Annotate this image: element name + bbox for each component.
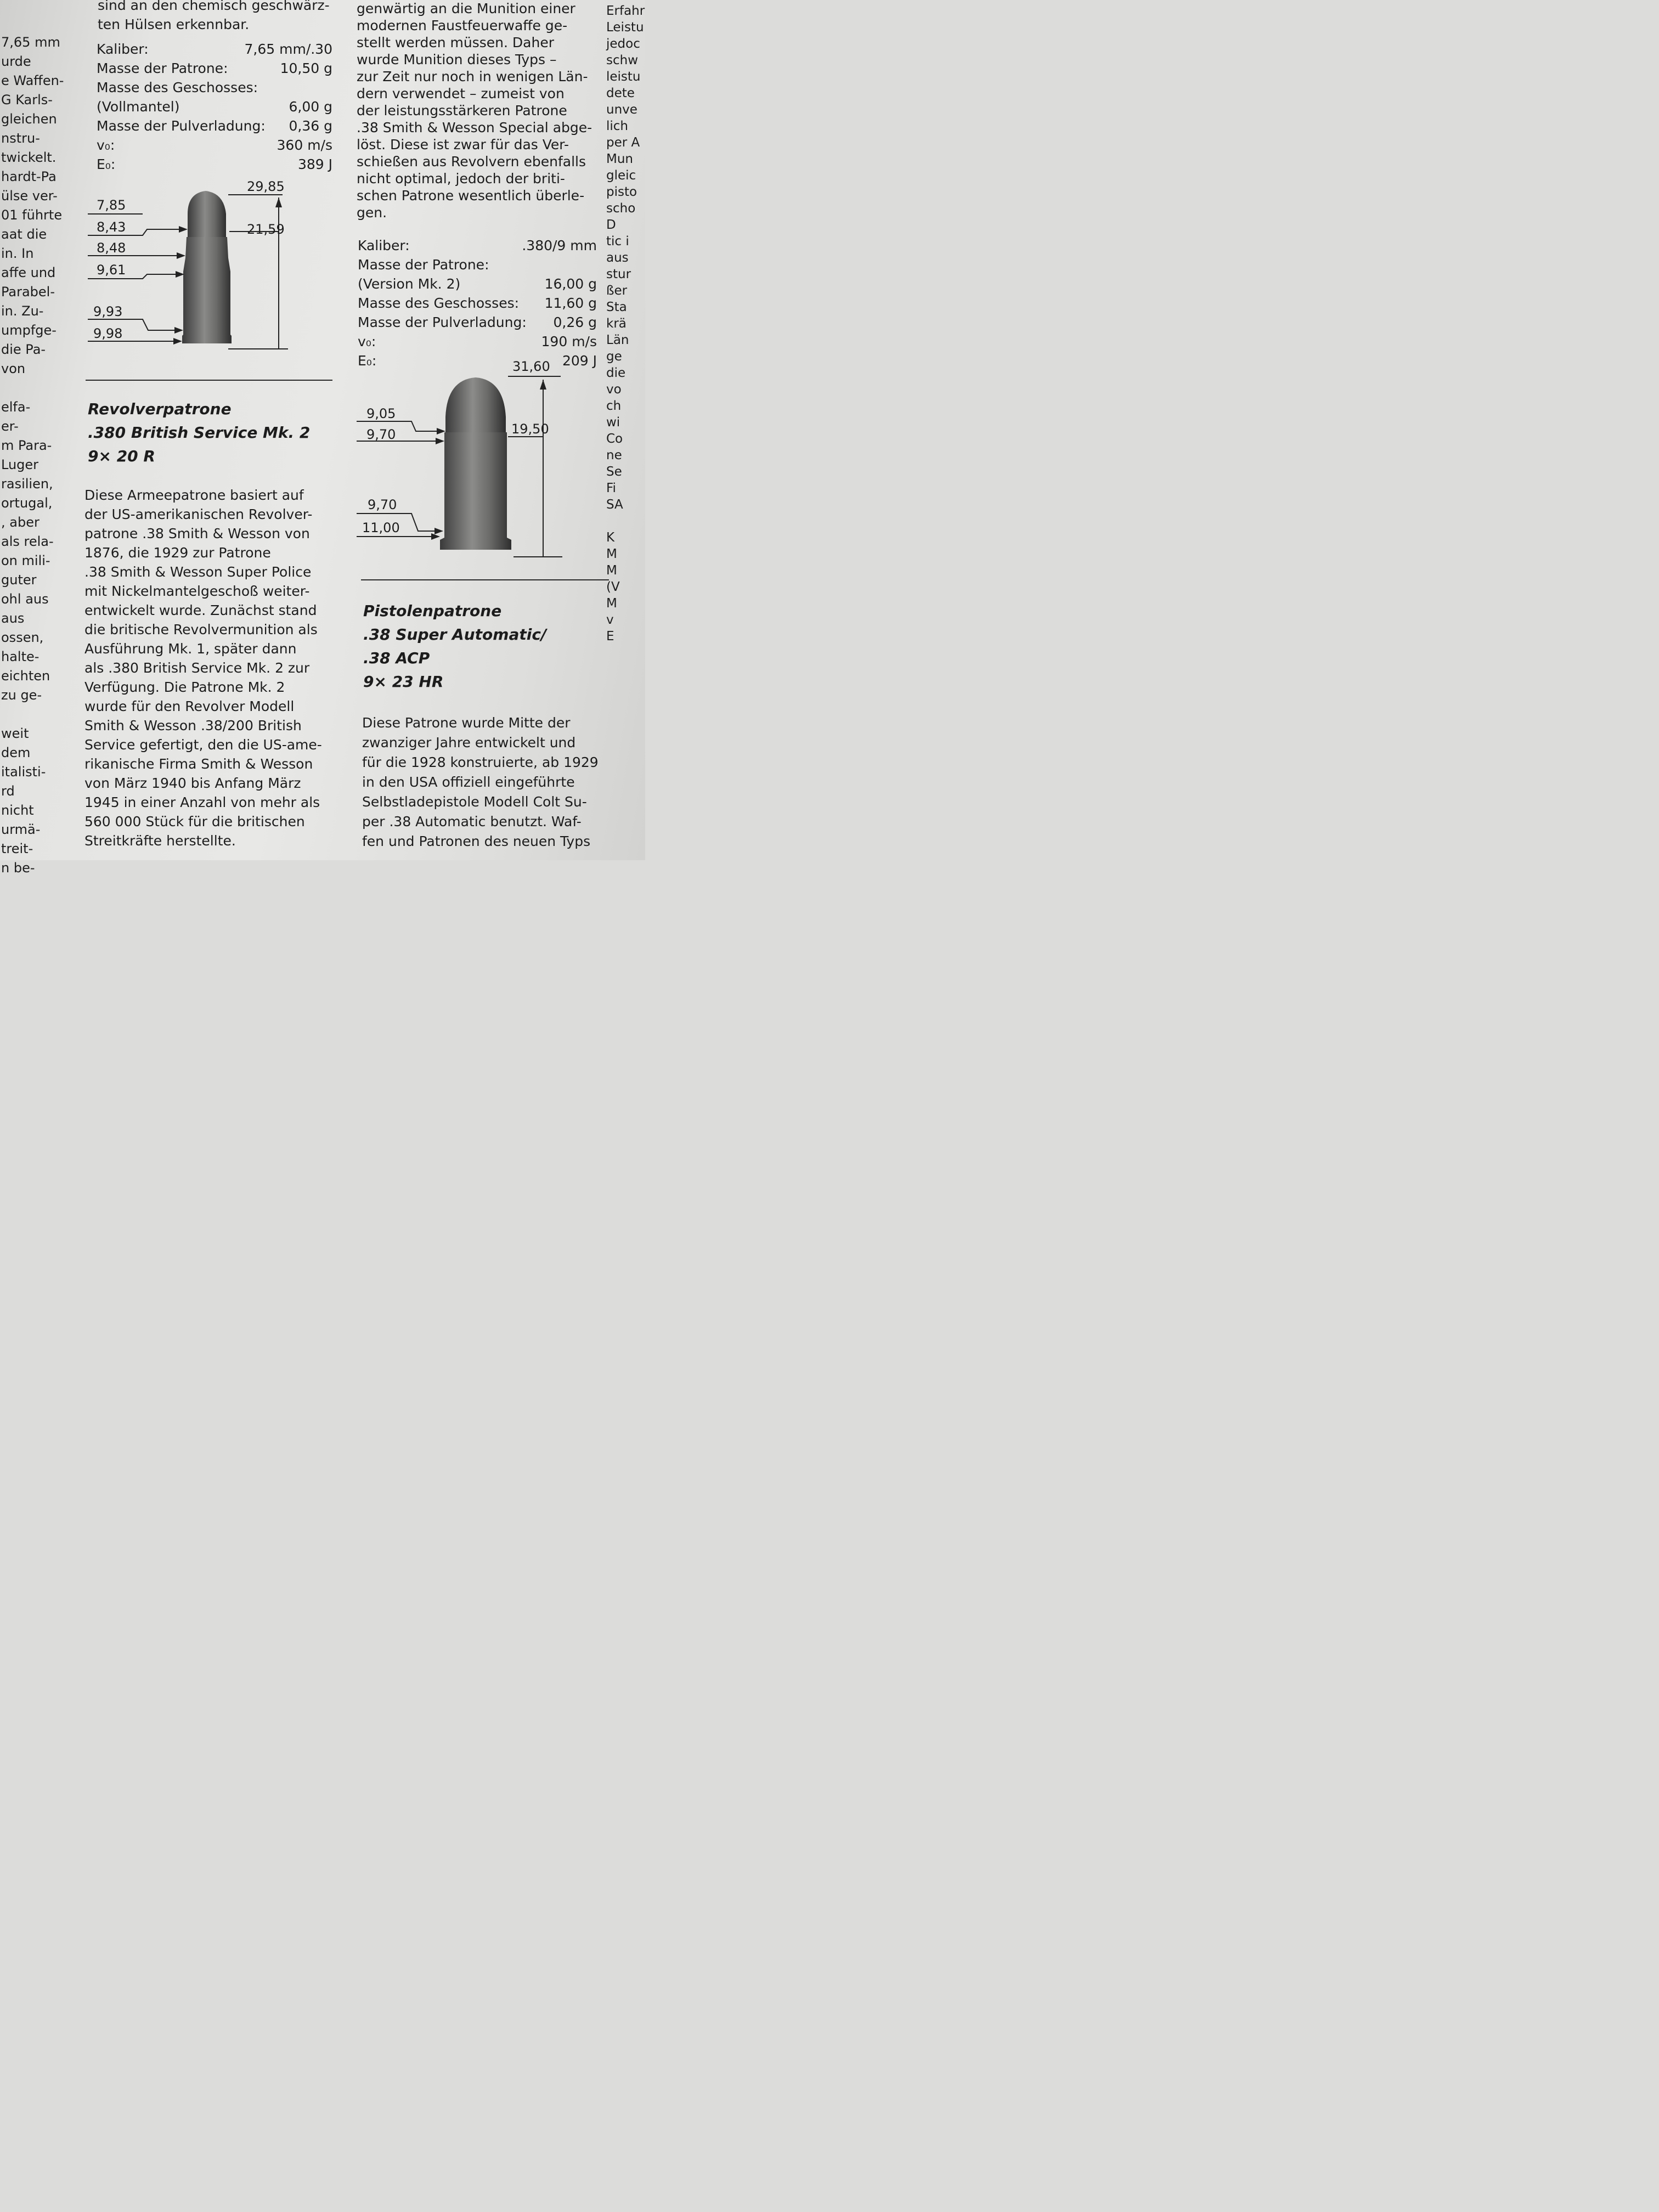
- text-line: ülse ver-: [1, 188, 58, 204]
- spec-table-380: [358, 236, 597, 370]
- text-line: er-: [1, 419, 19, 434]
- text-line: ch: [606, 399, 622, 413]
- spec-row: [97, 78, 332, 97]
- text-line: wi: [606, 415, 620, 430]
- left-column: [0, 33, 66, 878]
- spec-row: [358, 313, 597, 332]
- spec-row: [358, 236, 597, 255]
- spec-label: E₀:: [97, 156, 116, 172]
- text-line: Service gefertigt, den die US-ame-: [84, 737, 322, 753]
- text-line: zur Zeit nur noch in wenigen Län-: [357, 69, 588, 84]
- cartridge-diagram-380: [357, 357, 614, 565]
- text-line: scho: [606, 201, 636, 216]
- text-line: Leistu: [606, 20, 644, 35]
- spec-row: [97, 40, 332, 59]
- text-line: Se: [606, 465, 622, 479]
- text-line: treit-: [1, 841, 33, 856]
- section-heading: [88, 397, 310, 468]
- text-line: Selbstladepistole Modell Colt Su-: [362, 794, 587, 810]
- text-line: lich: [606, 119, 629, 133]
- text-line: ge: [606, 349, 622, 364]
- text-line: M: [606, 563, 617, 578]
- spec-label: Kaliber:: [358, 238, 410, 253]
- text-line: nstru-: [1, 131, 40, 146]
- text-line: ortugal,: [1, 495, 53, 511]
- dim-label: 31,60: [512, 359, 550, 374]
- spec-value: 190 m/s: [541, 334, 597, 349]
- dim-label: 29,85: [247, 179, 285, 194]
- text-line: ossen,: [1, 630, 44, 645]
- text-line: der leistungsstärkeren Patrone: [357, 103, 567, 119]
- spec-value: .380/9 mm: [522, 238, 597, 253]
- text-line: Parabel-: [1, 284, 55, 300]
- text-line: genwärtig an die Munition einer: [357, 1, 575, 16]
- spec-row: [358, 294, 597, 313]
- text-line: stellt werden müssen. Daher: [357, 35, 554, 50]
- spec-value: 16,00 g: [544, 276, 597, 292]
- text-line: die: [606, 366, 626, 380]
- spec-label: E₀:: [358, 353, 377, 369]
- text-line: nicht optimal, jedoch der briti-: [357, 171, 565, 187]
- spec-label: Masse der Pulverladung:: [358, 314, 527, 330]
- spec-label: Kaliber:: [97, 41, 149, 57]
- text-line: per A: [606, 136, 640, 150]
- text-line: m Para-: [1, 438, 52, 453]
- text-line: 7,65 mm: [1, 35, 60, 50]
- text-line: on mili-: [1, 553, 50, 568]
- text-line: twickelt.: [1, 150, 57, 165]
- text-line: aus: [1, 611, 25, 626]
- text-line: die Pa-: [1, 342, 46, 357]
- text-line: urde: [1, 54, 31, 69]
- text-line: vo: [606, 382, 622, 397]
- text-line: von März 1940 bis Anfang März: [84, 775, 301, 791]
- dim-label: 21,59: [247, 222, 285, 237]
- text-line: Mun: [606, 152, 633, 166]
- spec-value: 360 m/s: [276, 137, 332, 153]
- text-line: D: [606, 218, 616, 232]
- text-line: als .380 British Service Mk. 2 zur: [84, 660, 310, 676]
- text-line: Diese Armeepatrone basiert auf: [84, 487, 304, 503]
- text-line: unve: [606, 103, 637, 117]
- spec-value: 0,26 g: [553, 314, 597, 330]
- text-line: umpfge-: [1, 323, 57, 338]
- body-text: [362, 713, 599, 851]
- text-line: SA: [606, 498, 623, 512]
- text-line: Luger: [1, 457, 39, 472]
- text-line: 560 000 Stück für die britischen: [84, 814, 305, 830]
- text-line: dem: [1, 745, 31, 760]
- text-line: italisti-: [1, 764, 46, 780]
- body-text: [84, 486, 322, 850]
- section-rule: [86, 380, 332, 381]
- text-line: (V: [606, 580, 620, 594]
- text-line: aat die: [1, 227, 47, 242]
- text-line: entwickelt wurde. Zunächst stand: [84, 602, 317, 618]
- text-line: als rela-: [1, 534, 54, 549]
- text-line: eichten: [1, 668, 50, 684]
- spec-label: Masse der Pulverladung:: [97, 118, 266, 134]
- heading-line: Revolverpatrone: [88, 400, 232, 418]
- text-line: Co: [606, 432, 623, 446]
- text-line: , aber: [1, 515, 40, 530]
- text-line: rikanische Firma Smith & Wesson: [84, 756, 313, 772]
- text-line: zwanziger Jahre entwickelt und: [362, 735, 576, 751]
- text-line: urmä-: [1, 822, 41, 837]
- text-line: löst. Diese ist zwar für das Ver-: [357, 137, 569, 153]
- spec-row: [97, 97, 332, 116]
- spec-row: [358, 255, 597, 274]
- spec-label: Masse der Patrone:: [97, 60, 228, 76]
- spec-value: 10,50 g: [280, 60, 332, 76]
- text-line: rd: [1, 783, 15, 799]
- text-line: [0, 705, 66, 724]
- text-line: krä: [606, 317, 627, 331]
- text-line: zu ge-: [1, 687, 42, 703]
- spec-value: 389 J: [297, 156, 332, 172]
- spec-label: v₀:: [97, 137, 115, 153]
- text-line: fen und Patronen des neuen Typs: [362, 833, 591, 849]
- text-line: schen Patrone wesentlich überle-: [357, 188, 585, 204]
- text-line: Län: [606, 333, 629, 347]
- text-line: modernen Faustfeuerwaffe ge-: [357, 18, 568, 33]
- dim-label: 11,00: [362, 520, 400, 535]
- heading-line: .38 ACP: [363, 649, 430, 667]
- text-line: nicht: [1, 803, 34, 818]
- text-line: hardt-Pa: [1, 169, 57, 184]
- text-line: pisto: [606, 185, 637, 199]
- spec-value: 209 J: [562, 353, 597, 369]
- spec-row: [97, 155, 332, 174]
- text-line: G Karls-: [1, 92, 53, 108]
- right-column: [606, 3, 646, 645]
- text-line: gleichen: [1, 111, 57, 127]
- text-line: ne: [606, 448, 622, 462]
- text-line: elfa-: [1, 399, 31, 415]
- text-line: wurde Munition dieses Typs –: [357, 52, 557, 67]
- text-line: M: [606, 596, 617, 611]
- spec-label: (Version Mk. 2): [358, 276, 461, 292]
- heading-line: Pistolenpatrone: [363, 602, 502, 620]
- text-line: Diese Patrone wurde Mitte der: [362, 715, 571, 731]
- text-line: .38 Smith & Wesson Super Police: [84, 564, 312, 580]
- text-line: Smith & Wesson .38/200 British: [84, 718, 302, 733]
- body-text: [357, 0, 592, 221]
- text-line: Erfahr: [606, 4, 645, 18]
- spec-value: 6,00 g: [289, 99, 332, 115]
- dim-label: 9,70: [368, 497, 397, 512]
- text-line: jedoc: [606, 37, 640, 51]
- text-line: in. Zu-: [1, 303, 44, 319]
- book-page: [0, 0, 645, 876]
- text-line: K: [606, 531, 615, 545]
- text-line: schießen aus Revolvern ebenfalls: [357, 154, 586, 170]
- spec-table-762: [97, 40, 332, 174]
- text-line: v: [606, 613, 614, 627]
- dim-label: 8,43: [97, 219, 126, 235]
- heading-line: .380 British Service Mk. 2: [88, 424, 311, 442]
- text-line: der US-amerikanischen Revolver-: [84, 506, 313, 522]
- text-line: stur: [606, 267, 631, 281]
- spec-row: [358, 332, 597, 351]
- text-line: Verfügung. Die Patrone Mk. 2: [84, 679, 285, 695]
- section-rule: [361, 579, 609, 580]
- dim-label: 8,48: [97, 240, 126, 256]
- dim-label: 7,85: [97, 198, 126, 213]
- spec-value: 0,36 g: [289, 118, 332, 134]
- spec-value: 11,60 g: [544, 295, 597, 311]
- spec-label: Masse der Patrone:: [358, 257, 489, 273]
- text-line: 1876, die 1929 zur Patrone: [84, 545, 271, 561]
- text-line: die britische Revolvermunition als: [84, 622, 318, 637]
- heading-line: .38 Super Automatic/: [363, 625, 547, 644]
- text-line: schw: [606, 53, 639, 67]
- text-line: n be-: [1, 860, 35, 876]
- text-line: für die 1928 konstruierte, ab 1929: [362, 754, 599, 770]
- section-heading: [363, 599, 546, 693]
- text-line: gleic: [606, 168, 636, 183]
- spec-label: v₀:: [358, 334, 376, 349]
- text-line: per .38 Automatic benutzt. Waf-: [362, 814, 582, 830]
- text-line: aus: [606, 251, 629, 265]
- text-line: E: [606, 629, 614, 644]
- text-line: rasilien,: [1, 476, 53, 492]
- spec-label: (Vollmantel): [97, 99, 180, 115]
- text-line: ßer: [606, 284, 628, 298]
- text-line: patrone .38 Smith & Wesson von: [84, 526, 310, 541]
- heading-line: 9× 20 R: [88, 447, 155, 465]
- text-line: tic i: [606, 234, 629, 249]
- spec-label: Masse des Geschosses:: [358, 295, 520, 311]
- text-line: dern verwendet – zumeist von: [357, 86, 565, 101]
- text-line: ten Hülsen erkennbar.: [98, 16, 250, 32]
- text-line: in den USA offiziell eingeführte: [362, 774, 575, 790]
- cartridge-diagram-765: [88, 176, 340, 357]
- text-line: leistu: [606, 70, 641, 84]
- heading-line: 9× 23 HR: [363, 673, 444, 691]
- spec-row: [358, 274, 597, 294]
- text-line: Sta: [606, 300, 627, 314]
- text-line: dete: [606, 86, 635, 100]
- text-line: sind an den chemisch geschwärz-: [98, 0, 330, 13]
- text-line: guter: [1, 572, 37, 588]
- text-line: M: [606, 547, 617, 561]
- dim-label: 9,98: [93, 326, 123, 341]
- spec-row: [97, 59, 332, 78]
- text-line: 1945 in einer Anzahl von mehr als: [84, 794, 320, 810]
- dim-label: 9,05: [366, 406, 396, 421]
- text-line: halte-: [1, 649, 40, 664]
- spec-row: [97, 116, 332, 136]
- text-line: [0, 379, 66, 398]
- text-line: mit Nickelmantelgeschoß weiter-: [84, 583, 310, 599]
- text-line: von: [1, 361, 26, 376]
- text-line: Fi: [606, 481, 616, 495]
- spec-value: 7,65 mm/.30: [244, 41, 332, 57]
- text-line: wurde für den Revolver Modell: [84, 698, 295, 714]
- dim-label: 9,70: [366, 427, 396, 442]
- text-line: e Waffen-: [1, 73, 64, 88]
- text-line: ohl aus: [1, 591, 49, 607]
- dim-label: 9,61: [97, 262, 126, 278]
- text-line: affe und: [1, 265, 56, 280]
- dim-label: 19,50: [511, 421, 549, 437]
- text-line: .38 Smith & Wesson Special abge-: [357, 120, 592, 136]
- text-line: 01 führte: [1, 207, 63, 223]
- text-line: gen.: [357, 205, 387, 221]
- text-line: weit: [1, 726, 29, 741]
- text-line: [606, 513, 646, 529]
- spec-row: [97, 136, 332, 155]
- text-line: in. In: [1, 246, 34, 261]
- text-line: Ausführung Mk. 1, später dann: [84, 641, 297, 657]
- dim-label: 9,93: [93, 304, 123, 319]
- spec-label: Masse des Geschosses:: [97, 80, 258, 95]
- text-line: Streitkräfte herstellte.: [84, 833, 236, 849]
